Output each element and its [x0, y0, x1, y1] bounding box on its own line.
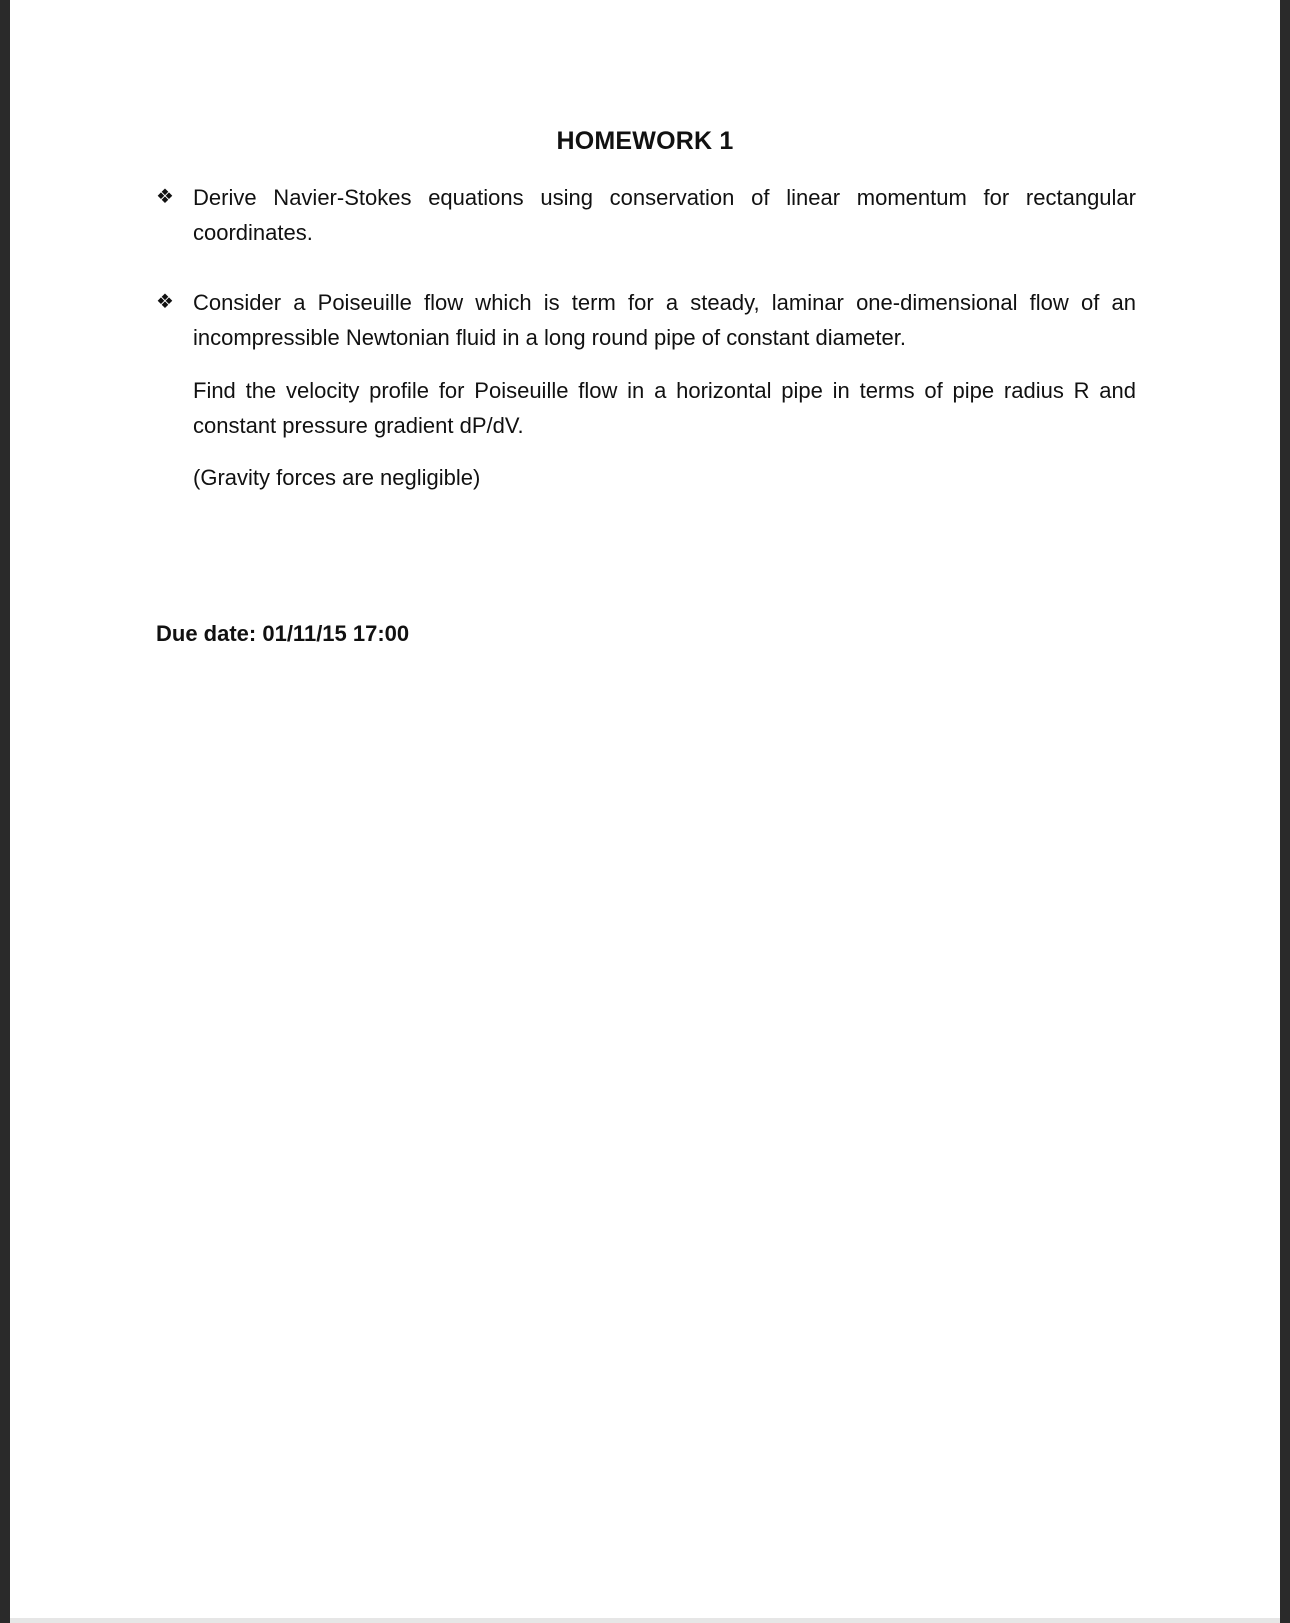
bullet-text-1: Derive Navier-Stokes equations using conservation of linear momentum for rectangular coordinates. — [193, 185, 1136, 245]
due-date: Due date: 01/11/15 17:00 — [156, 621, 410, 646]
document-title: HOMEWORK 1 — [556, 127, 734, 155]
diamond-bullet-icon: ❖ — [156, 291, 174, 313]
page-bottom-edge — [10, 1618, 1280, 1623]
gravity-note: (Gravity forces are negligible) — [193, 465, 481, 490]
bullet-text-2: Consider a Poiseuille flow which is term for a steady, laminar one-dimensional flow of an incompressible Newtonian fluid in a long round pipe of constant diameter. — [193, 290, 1136, 350]
followup-paragraph: Find the velocity profile for Poiseuille flow in a horizontal pipe in terms of pipe radius R and constant pressure gradient dP/dV. — [193, 378, 1136, 438]
diamond-bullet-icon: ❖ — [156, 186, 174, 208]
